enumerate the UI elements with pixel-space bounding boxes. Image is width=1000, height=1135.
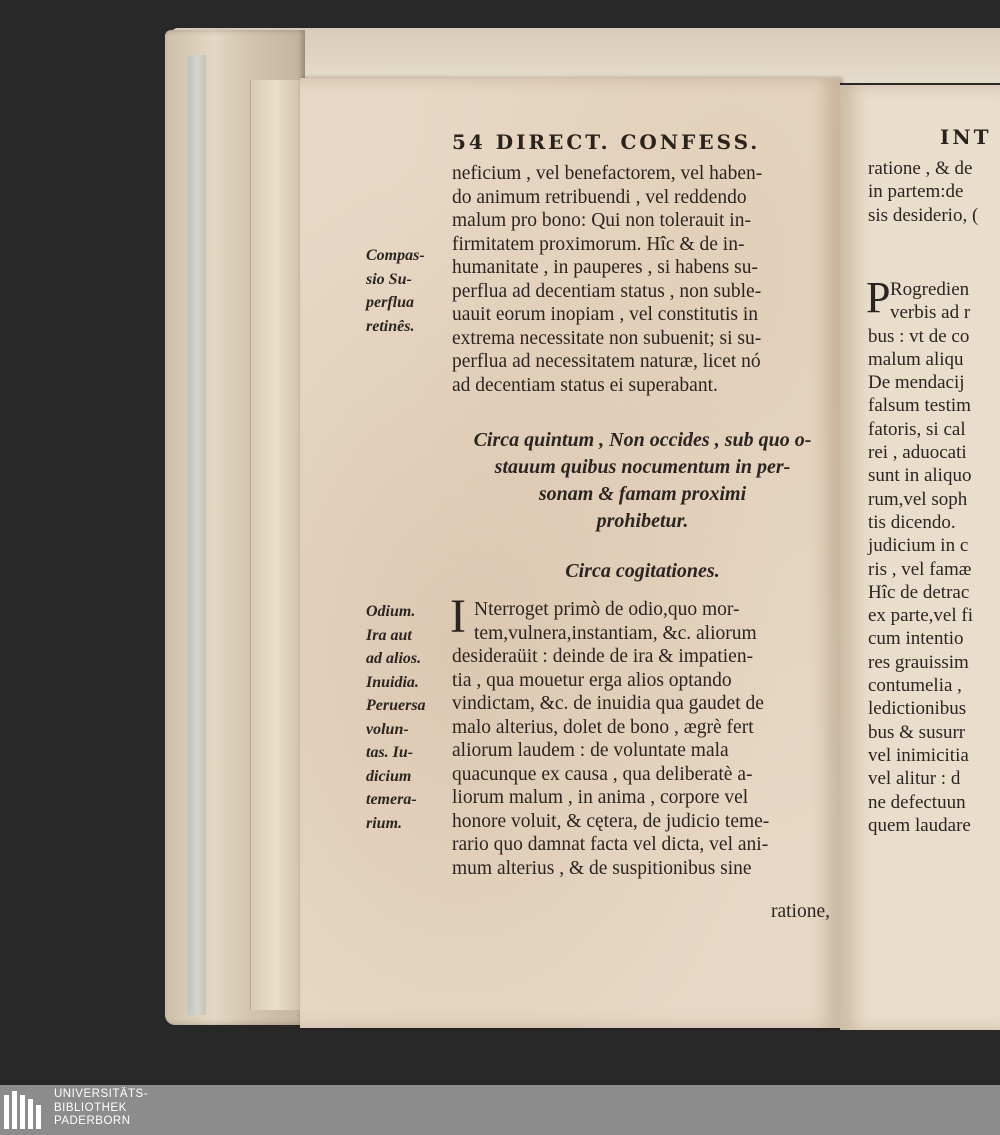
heading-line: stauum quibus nocumentum in per- [494, 456, 791, 478]
logo-line: PADERBORN [54, 1115, 131, 1127]
text-line: perflua ad necessitatem naturæ, licet nó [452, 351, 761, 372]
text-line: ne defectuun [868, 791, 966, 813]
heading-line: sonam & famam proximi [538, 483, 747, 505]
text-line: Rogredien [890, 279, 970, 300]
right-lines-main [866, 273, 1000, 837]
text-line: vel alitur : d [868, 768, 961, 790]
text-line: uauit eorum inopiam , vel constitutis in [452, 304, 759, 325]
text-line: perflua ad decentiam status , non suble- [452, 280, 762, 302]
text-line: tis dicendo. [868, 511, 956, 533]
margin-note-odium [366, 600, 448, 835]
margin-line: volun- [366, 720, 409, 738]
text-line: do animum retribuendi , vel reddendo [452, 186, 747, 208]
text-line: tia , qua mouetur erga alios optando [452, 669, 732, 691]
margin-line: Odium. [366, 603, 416, 620]
text-line: sis desiderio, ( [868, 204, 979, 226]
text-line: verbis ad r [890, 302, 971, 324]
text-line: ratione , & de [868, 158, 973, 179]
margin-line: tas. Iu- [366, 744, 414, 761]
margin-note-compassio [366, 244, 448, 338]
text-line: judicium in c [868, 535, 969, 557]
text-line: Nterroget primò de odio,quo mor- [474, 599, 740, 620]
sub-heading: Circa cogitationes. [565, 560, 720, 582]
text-line: contumelia , [868, 675, 962, 697]
drop-cap: I [450, 590, 466, 643]
text-line: vel inimicitia [868, 744, 969, 766]
margin-line: sio Su- [366, 270, 412, 288]
text-line: firmitatem proximorum. Hîc & de in- [452, 233, 745, 255]
text-line: rum,vel soph [868, 488, 968, 510]
text-line: extrema necessitate non subuenit; si su- [452, 327, 762, 349]
text-line: vindictam, &c. de inuidia qua gaudet de [452, 693, 764, 714]
text-line: bus & susurr [868, 721, 966, 743]
text-line: desideraüit : deinde de ira & impatien- [452, 646, 754, 667]
margin-line: temera- [366, 791, 417, 808]
text-line: Hîc de detrac [868, 581, 970, 603]
paragraph-2 [452, 598, 842, 880]
paragraph-1 [452, 162, 842, 397]
right-drop-cap: P [866, 273, 891, 322]
text-line: in partem:de [868, 181, 964, 203]
library-footer-bar [0, 1085, 1000, 1135]
margin-line: retinês. [366, 317, 415, 335]
text-line: res grauissim [868, 651, 969, 673]
text-line: bus : vt de co [868, 325, 970, 347]
margin-line: rium. [366, 814, 403, 832]
text-line: ledictionibus [868, 698, 967, 720]
margin-line: perflua [366, 294, 414, 311]
text-line: ris , vel famæ [868, 558, 972, 580]
text-line: ad decentiam status ei superabant. [452, 374, 718, 396]
catchword: ratione, [770, 901, 830, 922]
library-name [54, 1088, 148, 1129]
page-stack [250, 80, 301, 1010]
heading-line: Circa quintum , Non occides , sub quo o- [473, 429, 812, 451]
text-line: honore voluit, & cętera, de judicio teme- [452, 810, 770, 832]
text-line: neficium , vel benefactorem, vel haben- [452, 163, 763, 184]
text-line: cum intentio [868, 628, 964, 650]
text-line: malum pro bono: Qui non tolerauit in- [452, 210, 751, 231]
text-line: De mendacij [868, 372, 965, 394]
margin-line: dicium [366, 767, 412, 785]
margin-line: Peruersa [366, 697, 426, 714]
text-line: liorum malum , in anima , corpore vel [452, 787, 749, 808]
text-line: mum alterius , & de suspitionibus sine [452, 857, 752, 879]
text-line: sunt in aliquo [868, 465, 972, 487]
logo-line: UNIVERSITÄTS- [54, 1088, 149, 1100]
text-line: rario quo damnat facta vel dicta, vel ani- [452, 834, 769, 855]
section-heading [445, 427, 840, 535]
heading-line: prohibetur. [596, 510, 689, 532]
text-line: quem laudare [868, 814, 971, 836]
text-line: fatoris, si cal [868, 418, 966, 440]
margin-line: Ira aut [366, 626, 412, 644]
logo-line: BIBLIOTHEK [54, 1101, 127, 1114]
margin-line: Compas- [366, 247, 425, 264]
margin-line: ad alios. [366, 650, 422, 667]
running-headline: 54 DIRECT. CONFESS. [452, 130, 761, 154]
text-line: humanitate , in pauperes , si habens su- [452, 257, 758, 278]
margin-line: Inuidia. [366, 673, 419, 691]
right-lines-top [868, 157, 1000, 227]
text-line: tem,vulnera,instantiam, &c. aliorum [474, 622, 757, 644]
library-logo-icon [4, 1091, 44, 1129]
right-running-headline: INT [940, 125, 992, 149]
text-line: quacunque ex causa , qua deliberatè a- [452, 763, 753, 785]
text-line: malum aliqu [868, 348, 964, 370]
text-line: aliorum laudem : de voluntate mala [452, 740, 729, 761]
text-line: malo alterius, dolet de bono , ægrè fert [452, 716, 754, 738]
binding-strip [188, 55, 206, 1015]
text-line: falsum testim [868, 395, 971, 417]
text-line: rei , aduocati [868, 442, 967, 464]
text-line: ex parte,vel fi [868, 605, 973, 627]
